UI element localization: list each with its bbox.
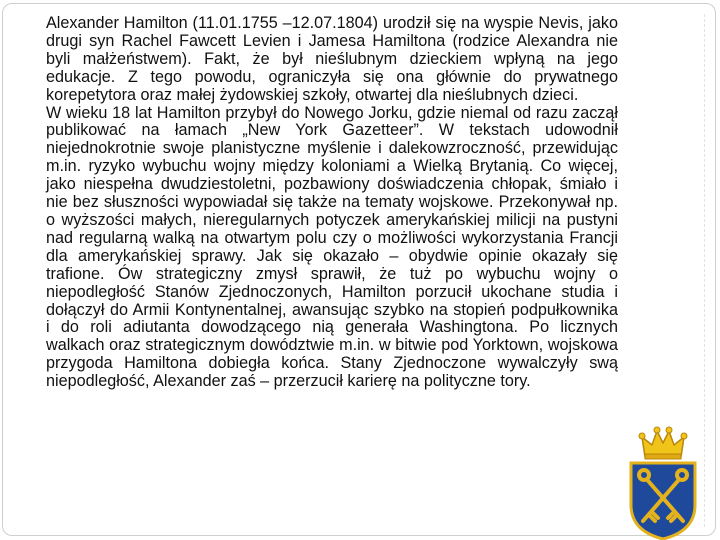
paragraph-2: W wieku 18 lat Hamilton przybył do Nowego Jorku, gdzie niemal od razu zaczął publikować na łamach „New York Gazetteer”. W tekstach udowodnił niejednokrotnie swoje planistyczne myślenie i dalekowzroczność, przewidując m.in. ryzyko wybuchu wojny między koloniami a Wielką Brytanią. Co więcej, jako niespełna dwudziestoletni, pozbawiony doświadczenia chłopak, śmiało i nie bez słuszności wypowiadał się także na tematy wojskowe. Przekonywał np. o wyższości małych, nieregularnych potyczek amerykańskiej milicji na pustyni nad regularną walką na otwartym polu czy o możliwości wykorzystania Francji dla amerykańskiej sprawy. Jak się okazało – obydwie opinie okazały się trafione. Ów strategiczny zmysł sprawił, że tuż po wybuchu wojny o niepodległość Stanów Zjednoczonych, Hamilton porzucił ukochane studia i dołączył do Armii Kontynentalnej, awansując szybko na stopień podpułkownika i do roli adiutanta dowodzącego nią generała Washingtona. Po licznych walkach oraz strategicznym dowództwie m.in. w bitwie pod Yorktown, wojskowa przygoda Hamiltona dobiegła końca. Stany Zjednoczone wywalczyły swą niepodległość, Alexander zaś – przerzucił karierę na polityczne tory. (46, 103, 618, 391)
crown-icon (639, 427, 687, 459)
paragraph-1: Alexander Hamilton (11.01.1755 –12.07.1804) urodził się na wyspie Nevis, jako drugi syn Rachel Fawcett Levien i Jamesa Hamiltona (rodzice Alexandra nie byli małżeństwem). Fakt, że był nieślubnym dzieckiem wpłyną na jego edukacje. Z tego powodu, ograniczyła się ona głównie do prywatnego korepetytora oraz małej żydowskiej szkoły, otwartej dla nieślubnych dzieci. (46, 14, 618, 104)
text-body (46, 15, 618, 391)
coat-of-arms-crossed-keys-icon (617, 413, 709, 540)
